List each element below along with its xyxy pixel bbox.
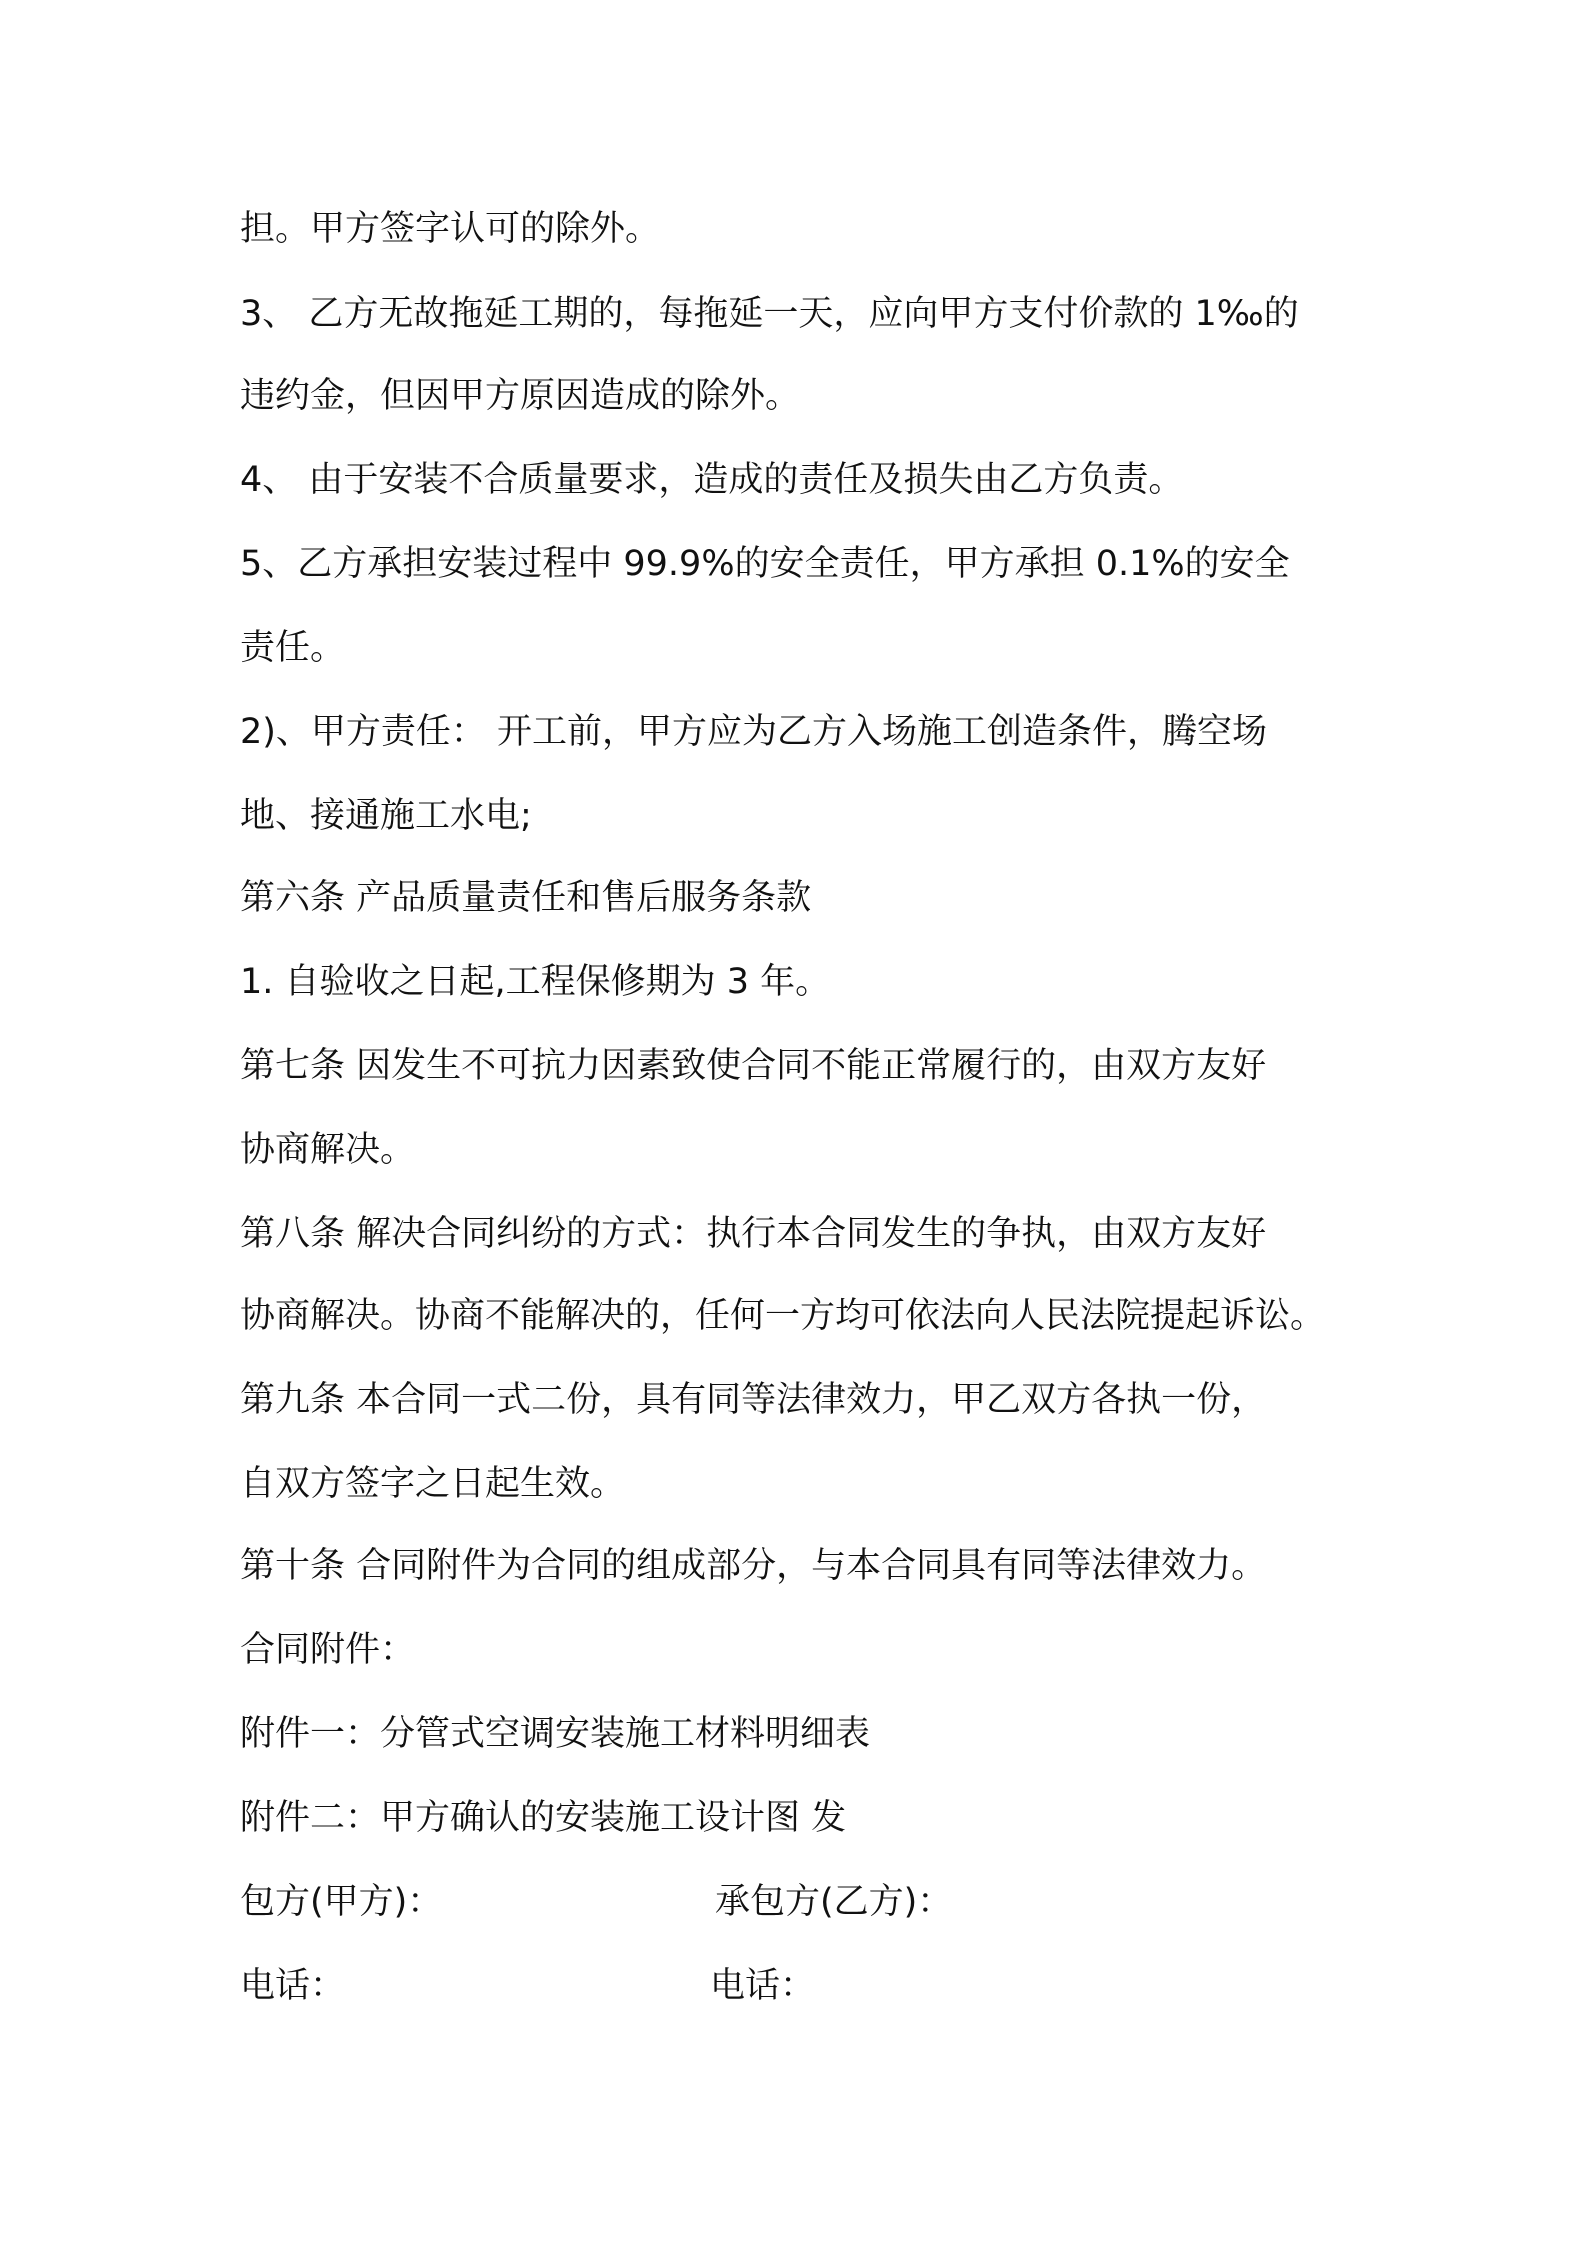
text-line: 4、 由于安装不合质量要求，造成的责任及损失由乙方负责。 <box>240 460 1184 500</box>
text-line: 第九条 本合同一式二份，具有同等法律效力，甲乙双方各执一份， <box>240 1380 1267 1420</box>
text-line: 第十条 合同附件为合同的组成部分，与本合同具有同等法律效力。 <box>240 1546 1267 1586</box>
text-line: 协商解决。 <box>240 1130 416 1170</box>
text-line: 附件二：甲方确认的安装施工设计图 发 <box>240 1798 847 1838</box>
text-line: 合同附件： <box>240 1630 416 1670</box>
text-line: 地、接通施工水电; <box>240 796 532 836</box>
text-line: 第八条 解决合同纠纷的方式：执行本合同发生的争执，由双方友好 <box>240 1214 1267 1254</box>
text-line: 附件一：分管式空调安装施工材料明细表 <box>240 1714 871 1754</box>
text-line: 第七条 因发生不可抗力因素致使合同不能正常履行的，由双方友好 <box>240 1046 1267 1086</box>
text-line: 3、 乙方无故拖延工期的，每拖延一天，应向甲方支付价款的 1‰的 <box>240 294 1299 334</box>
text-line: 自双方签字之日起生效。 <box>240 1464 626 1504</box>
section-heading: 第六条 产品质量责任和售后服务条款 <box>240 878 812 918</box>
text-line: 1. 自验收之日起,工程保修期为 3 年。 <box>240 962 831 1002</box>
text-line: 5、乙方承担安装过程中 99.9%的安全责任，甲方承担 0.1%的安全 <box>240 544 1290 584</box>
text-line: 协商解决。协商不能解决的，任何一方均可依法向人民法院提起诉讼。 <box>240 1296 1326 1336</box>
text-line: 担。甲方签字认可的除外。 <box>240 209 661 249</box>
party-b-label: 承包方(乙方)： <box>715 1882 953 1922</box>
text-line: 责任。 <box>240 628 346 668</box>
phone-b-label: 电话： <box>710 1966 816 2006</box>
text-line: 违约金，但因甲方原因造成的除外。 <box>240 376 801 416</box>
phone-a-label: 电话： <box>240 1966 346 2006</box>
party-a-label: 包方(甲方)： <box>240 1882 443 1922</box>
text-line: 2)、甲方责任： 开工前，甲方应为乙方入场施工创造条件，腾空场 <box>240 712 1268 752</box>
